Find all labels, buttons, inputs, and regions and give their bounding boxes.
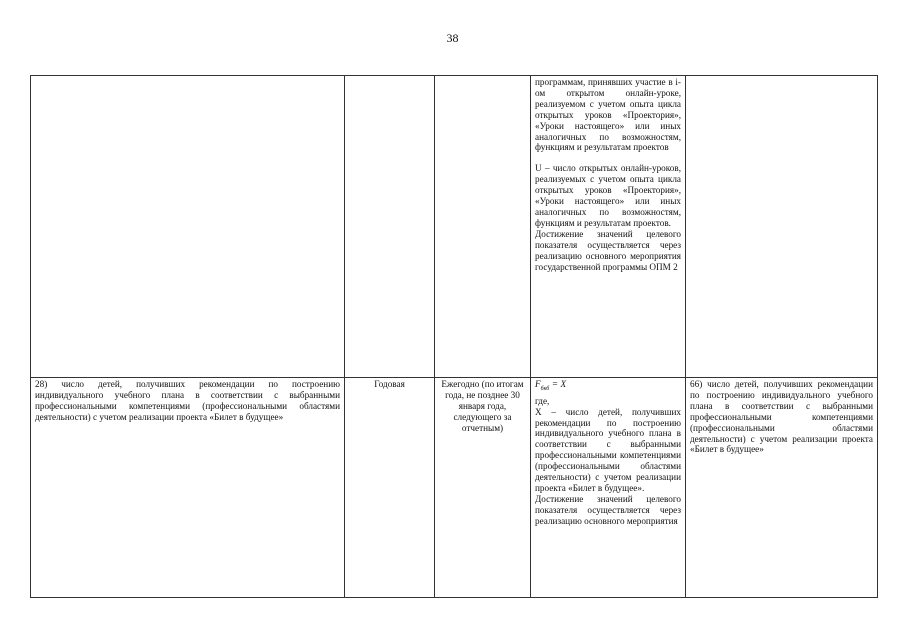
timing-cell: Ежегодно (по итогам года, не позднее 30 января года, следующего за отчетным) (435, 378, 531, 598)
method-paragraph: программам, принявших участие в i-ом открытом онлайн-уроке, реализуемом с учетом опыта цикла открытых уроков «Проектория», «Уроки настоящего» или иных аналогичных по возможностям, функциям и результатам проектов (535, 77, 681, 153)
timing-cell (435, 76, 531, 378)
method-paragraph: Достижение значений целевого показателя осуществляется через реализацию основного мероприятия государственной программы ОПМ 2 (535, 228, 681, 272)
formula-equals: = (552, 379, 558, 389)
related-indicator-cell (686, 76, 878, 378)
periodicity-cell (345, 76, 435, 378)
formula-rhs: X (560, 379, 567, 389)
method-paragraph: U – число открытых онлайн-уроков, реализуемых с учетом опыта цикла открытых уроков «Проектория», «Уроки настоящего» или иных аналогичных по возможностям, функциям и результатам проектов. (535, 163, 681, 228)
related-indicator-cell: 66) число детей, получивших рекомендации по построению индивидуального учебного плана в соответствии с выбранными профессиональными компетенциями (профессиональными областями деятельности) с учетом реализации проекта «Билет в будущее» (686, 378, 878, 598)
periodicity-cell: Годовая (345, 378, 435, 598)
formula (535, 379, 681, 395)
method-paragraph: X – число детей, получивших рекомендации по построению индивидуального учебного плана в соответствии с выбранными профессиональными компетенциями (профессиональными областями деятельности) с учетом реализации проекта «Билет в будущее». (535, 406, 681, 493)
page-number: 38 (446, 31, 459, 45)
indicator-table (30, 75, 878, 598)
method-cell (531, 378, 686, 598)
method-cell (531, 76, 686, 378)
table-row (31, 378, 878, 598)
formula-subscript: бкб (540, 385, 550, 392)
method-paragraph: где, (535, 395, 550, 406)
table-row (31, 76, 878, 378)
method-paragraph: Достижение значений целевого показателя осуществляется через реализацию основного мероприятия (535, 493, 681, 526)
indicator-cell: 28) число детей, получивших рекомендации по построению индивидуального учебного плана в соответствии с выбранными профессиональными компетенциями (профессиональными областями деятельности) с учетом реализации проекта «Билет в будущее» (31, 378, 345, 598)
formula-lhs: F (535, 379, 541, 389)
indicator-cell (31, 76, 345, 378)
